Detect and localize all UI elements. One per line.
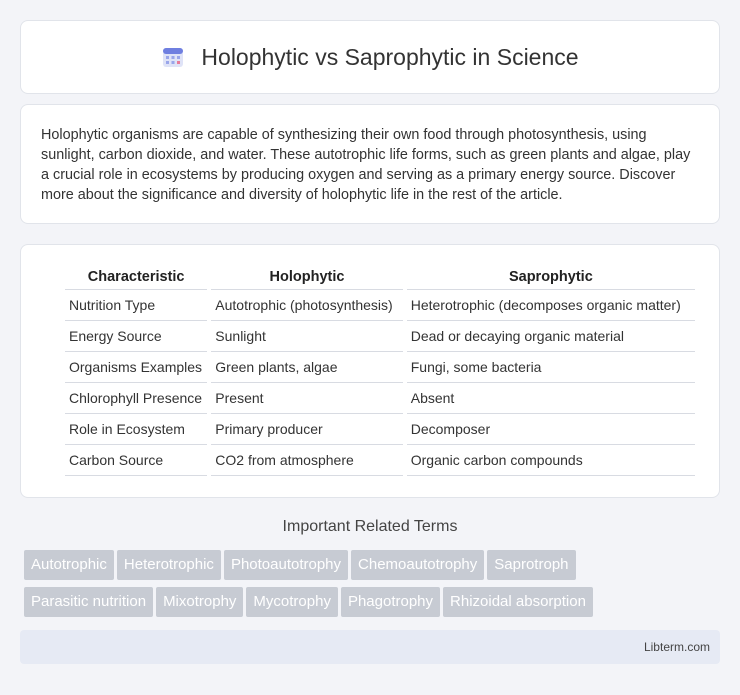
- table-cell: Autotrophic (photosynthesis): [211, 290, 402, 321]
- related-terms-tags: [24, 550, 724, 624]
- table-cell: Energy Source: [65, 321, 207, 352]
- table-cell: Heterotrophic (decomposes organic matter): [407, 290, 695, 321]
- table-cell: Primary producer: [211, 414, 402, 445]
- comparison-table-card: [20, 244, 720, 498]
- table-cell: Present: [211, 383, 402, 414]
- table-row: [65, 445, 695, 476]
- tag-link[interactable]: Mixotrophy: [156, 587, 243, 617]
- table-cell: CO2 from atmosphere: [211, 445, 402, 476]
- comparison-table: [61, 265, 699, 476]
- table-header-row: [65, 265, 695, 290]
- table-row: [65, 414, 695, 445]
- related-terms-heading: Important Related Terms: [282, 518, 458, 535]
- table-cell: Dead or decaying organic material: [407, 321, 695, 352]
- table-cell: Green plants, algae: [211, 352, 402, 383]
- column-header: Saprophytic: [407, 265, 695, 290]
- table-cell: Decomposer: [407, 414, 695, 445]
- footer-site-link[interactable]: Libterm.com: [643, 640, 710, 654]
- intro-text: Holophytic organisms are capable of synthesizing their own food through photosynthesis, using sunlight, carbon dioxide, and water. These autotrophic life forms, such as green plants and algae, play a crucial role in ecosystems by producing oxygen and serving as a primary energy source. Discover more about the significance and diversity of holophytic life in the rest of the article.: [41, 127, 691, 203]
- tag-link[interactable]: Mycotrophy: [246, 587, 338, 617]
- tag-link[interactable]: Heterotrophic: [117, 550, 221, 580]
- tag-link[interactable]: Photoautotrophy: [224, 550, 348, 580]
- table-cell: Absent: [407, 383, 695, 414]
- calendar-icon: [161, 45, 185, 69]
- page-title: Holophytic vs Saprophytic in Science: [201, 43, 579, 70]
- tag-link[interactable]: Autotrophic: [24, 550, 114, 580]
- table-cell: Chlorophyll Presence: [65, 383, 207, 414]
- column-header: Characteristic: [65, 265, 207, 290]
- column-header: Holophytic: [211, 265, 402, 290]
- table-cell: Carbon Source: [65, 445, 207, 476]
- intro-card: [20, 104, 720, 224]
- header-card: [20, 20, 720, 94]
- table-row: [65, 290, 695, 321]
- table-cell: Organisms Examples: [65, 352, 207, 383]
- tag-link[interactable]: Phagotrophy: [341, 587, 440, 617]
- tag-link[interactable]: Saprotroph: [487, 550, 575, 580]
- footer: [20, 630, 720, 664]
- table-row: [65, 383, 695, 414]
- table-cell: Sunlight: [211, 321, 402, 352]
- table-cell: Role in Ecosystem: [65, 414, 207, 445]
- table-row: [65, 352, 695, 383]
- tag-link[interactable]: Chemoautotrophy: [351, 550, 484, 580]
- table-cell: Organic carbon compounds: [407, 445, 695, 476]
- tag-link[interactable]: Rhizoidal absorption: [443, 587, 593, 617]
- table-row: [65, 321, 695, 352]
- tag-link[interactable]: Parasitic nutrition: [24, 587, 153, 617]
- table-cell: Fungi, some bacteria: [407, 352, 695, 383]
- table-cell: Nutrition Type: [65, 290, 207, 321]
